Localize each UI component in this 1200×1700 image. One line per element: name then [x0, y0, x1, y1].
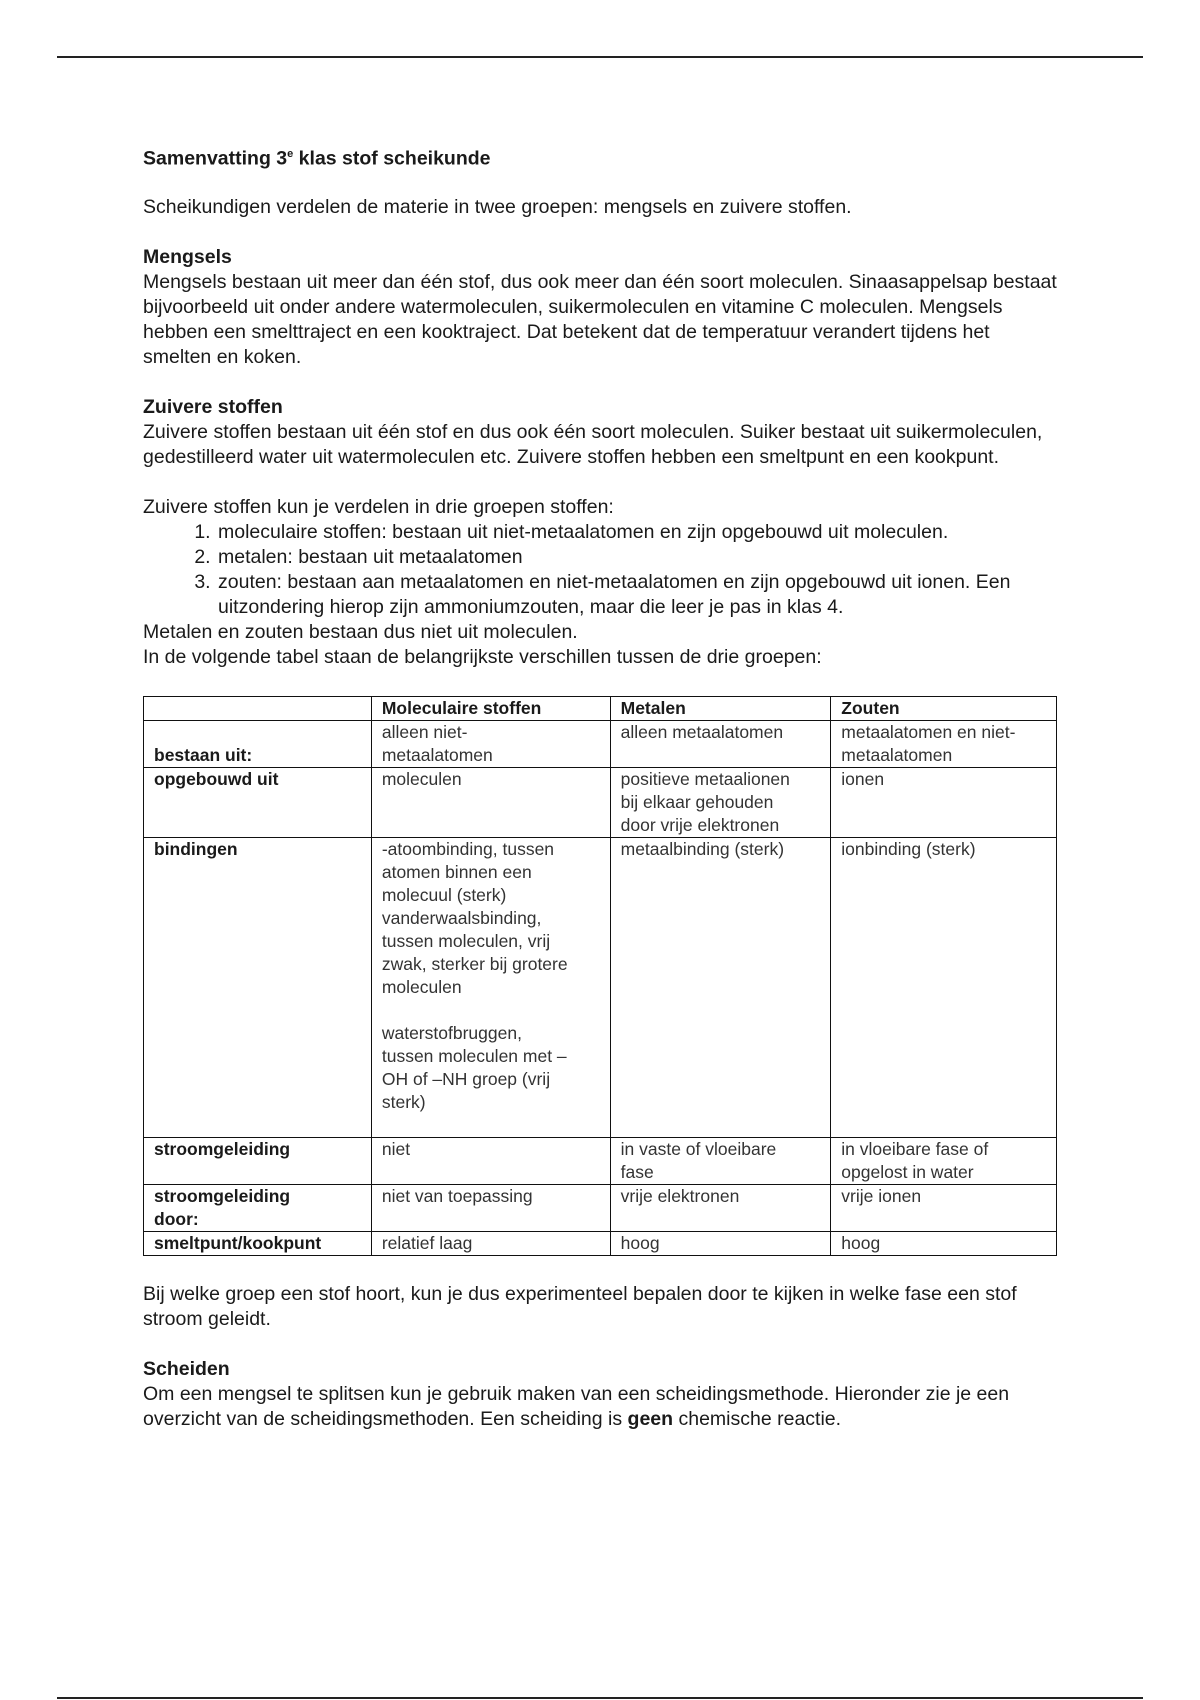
table-header-cell: Metalen	[610, 696, 831, 720]
note-no-molecules: Metalen en zouten bestaan dus niet uit moleculen.	[143, 620, 578, 643]
document-title	[143, 142, 1063, 172]
list-item: 2. metalen: bestaan uit metaalatomen	[216, 545, 1063, 570]
table-cell: moleculen	[371, 767, 610, 837]
table-cell: vrije elektronen	[610, 1184, 831, 1231]
table-row	[144, 1231, 1057, 1255]
header-rule	[57, 56, 1143, 58]
table-cell: vrije ionen	[831, 1184, 1057, 1231]
table-cell: alleen metaalatomen	[610, 720, 831, 767]
comparison-table	[143, 696, 1057, 1256]
table-cell: niet van toepassing	[371, 1184, 610, 1231]
scheiden-text: Om een mengsel te splitsen kun je gebruik maken van een scheidingsmethode. Hieronder zie je een overzicht van de scheidingsmethoden. Een scheiding is	[143, 1382, 1010, 1430]
table-cell: metaalbinding (sterk)	[610, 837, 831, 1137]
row-label: smeltpunt/kookpunt	[144, 1231, 372, 1255]
scheiden-text-end: chemische reactie.	[673, 1407, 842, 1430]
groups-list	[143, 520, 1063, 620]
table-cell: in vaste of vloeibare fase	[610, 1137, 831, 1184]
table-header-cell: Zouten	[831, 696, 1057, 720]
table-cell: hoog	[831, 1231, 1057, 1255]
table-row	[144, 837, 1057, 1137]
footer-rule	[57, 1697, 1143, 1699]
table-row	[144, 720, 1057, 767]
row-label: stroomgeleiding door:	[144, 1184, 372, 1231]
table-cell: ionbinding (sterk)	[831, 837, 1057, 1137]
table-cell: alleen niet- metaalatomen	[371, 720, 610, 767]
table-cell: positieve metaalionen bij elkaar gehouden door vrije elektronen	[610, 767, 831, 837]
list-item: 1. moleculaire stoffen: bestaan uit niet-metaalatomen en zijn opgebouwd uit moleculen.	[216, 520, 1063, 545]
scheiden-emphasis: geen	[627, 1407, 674, 1430]
title-text-rest: klas stof scheikunde	[293, 147, 491, 170]
mengsels-paragraph: Mengsels bestaan uit meer dan één stof, dus ook meer dan één soort moleculen. Sinaasappelsap bestaat bijvoorbeeld uit onder andere watermoleculen, suikermoleculen en vitamine C moleculen. Mengsels hebben een smelttraject en een kooktraject. Dat betekent dat de temperatuur verandert tijdens het smelten en koken.	[143, 270, 1057, 368]
row-label: opgebouwd uit	[144, 767, 372, 837]
section-heading-zuivere-stoffen: Zuivere stoffen	[143, 395, 283, 418]
table-header-cell	[144, 696, 372, 720]
groups-intro: Zuivere stoffen kun je verdelen in drie groepen stoffen:	[143, 495, 614, 518]
table-cell: in vloeibare fase of opgelost in water	[831, 1137, 1057, 1184]
zuivere-stoffen-paragraph: Zuivere stoffen bestaan uit één stof en dus ook één soort moleculen. Suiker bestaat uit suikermoleculen, gedestilleerd water uit watermoleculen etc. Zuivere stoffen hebben een smeltpunt en een kookpunt.	[143, 420, 1043, 468]
note-table-intro: In de volgende tabel staan de belangrijkste verschillen tussen de drie groepen:	[143, 645, 822, 668]
table-cell: ionen	[831, 767, 1057, 837]
table-header-cell: Moleculaire stoffen	[371, 696, 610, 720]
table-row	[144, 767, 1057, 837]
table-row	[144, 1137, 1057, 1184]
scheiden-paragraph	[143, 1382, 1063, 1432]
intro-paragraph: Scheikundigen verdelen de materie in twee groepen: mengsels en zuivere stoffen.	[143, 195, 852, 218]
row-label: bindingen	[144, 837, 372, 1137]
table-cell: metaalatomen en niet- metaalatomen	[831, 720, 1057, 767]
title-superscript: e	[287, 148, 294, 160]
section-heading-mengsels: Mengsels	[143, 245, 232, 268]
document-body	[143, 142, 1063, 1432]
table-cell: hoog	[610, 1231, 831, 1255]
table-row	[144, 1184, 1057, 1231]
table-header-row	[144, 696, 1057, 720]
table-cell: -atoombinding, tussen atomen binnen een molecuul (sterk) vanderwaalsbinding, tussen moleculen, vrij zwak, sterker bij grotere moleculen waterstofbruggen, tussen moleculen met – OH of –NH groep (vrij sterk)	[371, 837, 610, 1137]
row-label: bestaan uit:	[144, 720, 372, 767]
title-text: Samenvatting 3	[143, 147, 288, 170]
list-item: 3. zouten: bestaan aan metaalatomen en niet-metaalatomen en zijn opgebouwd uit ionen. Een uitzondering hierop zijn ammoniumzouten, maar die leer je pas in klas 4.	[216, 570, 1063, 620]
conclusion-paragraph: Bij welke groep een stof hoort, kun je dus experimenteel bepalen door te kijken in welke fase een stof stroom geleidt.	[143, 1282, 1017, 1330]
table-cell: niet	[371, 1137, 610, 1184]
table-cell: relatief laag	[371, 1231, 610, 1255]
section-heading-scheiden: Scheiden	[143, 1357, 230, 1380]
row-label: stroomgeleiding	[144, 1137, 372, 1184]
